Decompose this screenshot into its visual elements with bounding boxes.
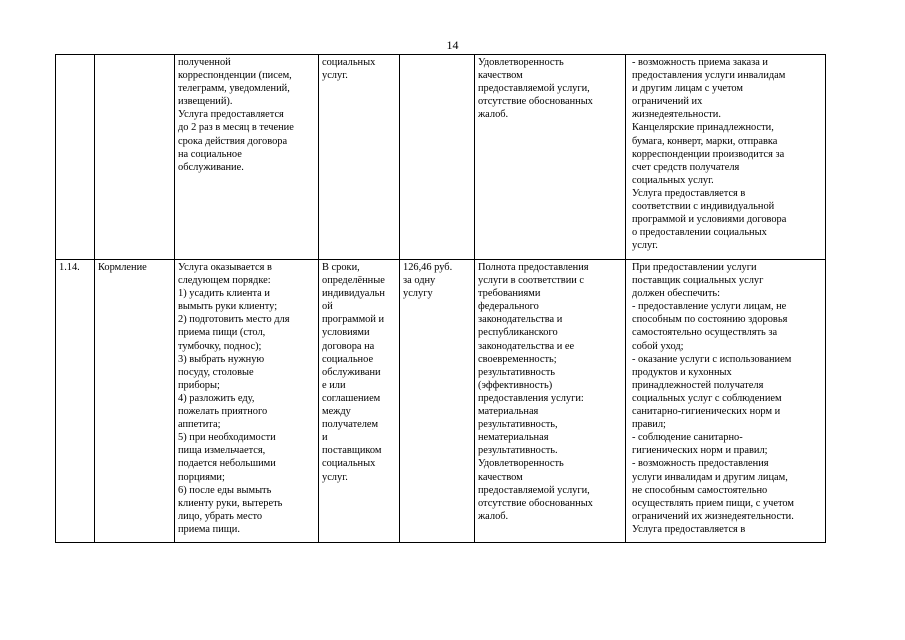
services-table — [55, 54, 826, 543]
cell-quality — [475, 260, 626, 543]
cell-terms — [319, 260, 400, 543]
cell-number — [56, 55, 95, 260]
quality-indicators: Удовлетворенность качеством предоставляемой услуги, отсутствие обоснованных жалоб. — [478, 57, 593, 121]
cell-service-name — [95, 55, 175, 260]
cell-description — [175, 55, 319, 260]
cell-number — [56, 260, 95, 543]
service-description: Услуга оказывается в следующем порядке: 1) усадить клиента и вымыть руки клиенту; 2) подготовить место для приема пищи (стол, тумбочку, поднос); 3) выбрать нужную посуду, столовые приборы; 4) разложить еду, пожелать приятного аппетита; 5) при необходимости пища измельчается, подается небольшими порциями; 6) после еды вымыть клиенту руки, вытереть лицо, убрать место приема пищи. — [178, 262, 290, 535]
table-row — [56, 55, 826, 260]
row-number: 1.14. — [59, 262, 80, 273]
service-terms: социальных услуг. — [322, 57, 376, 82]
cell-tariff — [400, 55, 475, 260]
cell-conditions — [626, 260, 826, 543]
service-conditions: При предоставлении услуги поставщик социальных услуг должен обеспечить: - предоставление услуги лицам, не способным по состоянию здоровья самостоятельно осуществлять за собой уход; - оказание услуги с использованием продуктов и кухонных принадлежностей получателя социальных услуг с соблюдением санитарно-гигиенических норм и правил; - соблюдение санитарно- гигиенических норм и правил; - возможность предоставления услуги инвалидам и другим лицам, не способным самостоятельно осуществлять прием пищи, с учетом ограничений их жизнедеятельности. Услуга предоставляется в — [632, 262, 794, 535]
cell-description — [175, 260, 319, 543]
cell-terms — [319, 55, 400, 260]
service-name: Кормление — [98, 262, 147, 273]
service-terms: В сроки, определённые индивидуальн ой программой и условиями договора на социальное обслуживани е или соглашением между получателем и поставщиком социальных услуг. — [322, 262, 385, 483]
cell-conditions — [626, 55, 826, 260]
cell-tariff — [400, 260, 475, 543]
page-number: 14 — [446, 38, 459, 52]
cell-quality — [475, 55, 626, 260]
service-conditions: - возможность приема заказа и предоставления услуги инвалидам и другим лицам с учетом ограничений их жизнедеятельности. Канцелярские принадлежности, бумага, конверт, марки, отправка корреспонденции производится за счет средств получателя социальных услуг. Услуга предоставляется в соответствии с индивидуальной программой и условиями договора о предоставлении социальных услуг. — [632, 57, 787, 252]
cell-service-name — [95, 260, 175, 543]
quality-indicators: Полнота предоставления услуги в соответствии с требованиями федерального законодательства и республиканского законодательства и ее своевременность; результативность (эффективность) предоставления услуги: материальная результативность, нематериальная результативность. Удовлетворенность качеством предоставляемой услуги, отсутствие обоснованных жалоб. — [478, 262, 593, 522]
service-tariff: 126,46 руб. за одну услугу — [403, 262, 453, 300]
table-row — [56, 260, 826, 543]
service-description: полученной корреспонденции (писем, телеграмм, уведомлений, извещений). Услуга предоставляется до 2 раз в месяц в течение срока действия договора на социальное обслуживание. — [178, 57, 294, 173]
